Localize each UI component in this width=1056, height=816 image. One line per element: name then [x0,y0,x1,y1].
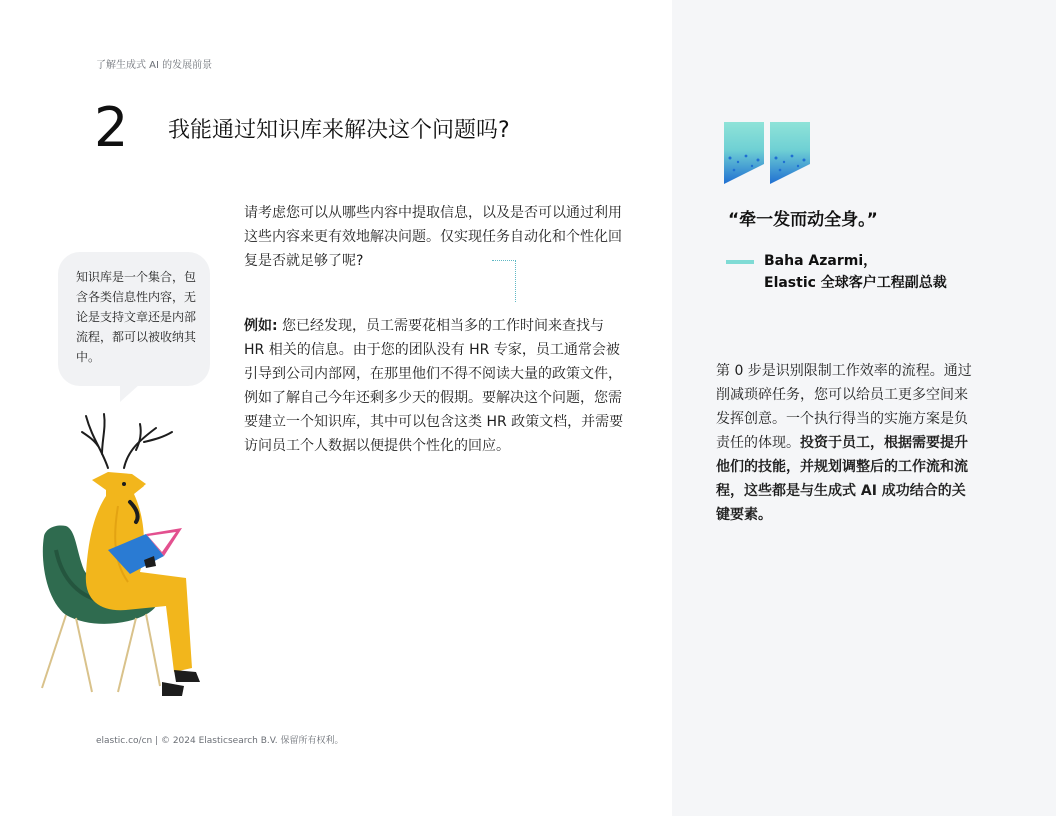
breadcrumb: 了解生成式 AI 的发展前景 [96,60,213,71]
page-title: 我能通过知识库来解决这个问题吗? [168,118,510,143]
intro-paragraph: 请考虑您可以从哪些内容中提取信息，以及是否可以通过利用这些内容来更有效地解决问题。仅实现任务自动化和个性化回复是否就足够了呢? [244,205,622,269]
speech-bubble-text: 知识库是一个集合，包含各类信息性内容，无论是支持文章还是内部流程，都可以被收纳其中。 [76,270,197,364]
sidebar-body-paragraph [716,359,978,527]
attribution-name: Baha Azarmi， [764,253,878,269]
attribution-title: Elastic 全球客户工程副总裁 [764,275,947,291]
footer: elastic.co/cn | © 2024 Elasticsearch B.V. 保留所有权利。 [96,736,344,746]
section-number: 2 [94,96,129,159]
example-paragraph [244,314,624,458]
callout-connector-horizontal [492,260,516,261]
callout-connector-vertical [515,260,516,302]
sidebar-body-plain: 第 0 步是识别限制工作效率的流程。通过削减琐碎任务，您可以给员工更多空间来发挥创意。一个执行得当的实施方案是负责任的体现。 [716,363,972,451]
example-label: 例如: [244,318,278,334]
speech-bubble-tail [120,384,140,402]
sidebar-body-bold: 投资于员工，根据需要提升他们的技能，并规划调整后的工作流和流程，这些都是与生成式 AI 成功结合的关键要素。 [716,435,968,523]
example-text: 您已经发现，员工需要花相当多的工作时间来查找与 HR 相关的信息。由于您的团队没有 HR 专家，员工通常会被引导到公司内部网，在那里他们不得不阅读大量的政策文件，例如了解自己今年还剩多少天的假期。要解决这个问题，您需要建立一个知识库，其中可以包含这类 HR 政策文档，并需要访问员工个人数据以便提供个性化的回应。 [244,318,624,454]
pull-quote: “牵一发而动全身。” [728,210,878,230]
quote-mark-icon [722,122,812,186]
attribution-accent-line [726,260,754,264]
deer-reading-book-illustration [36,410,226,702]
